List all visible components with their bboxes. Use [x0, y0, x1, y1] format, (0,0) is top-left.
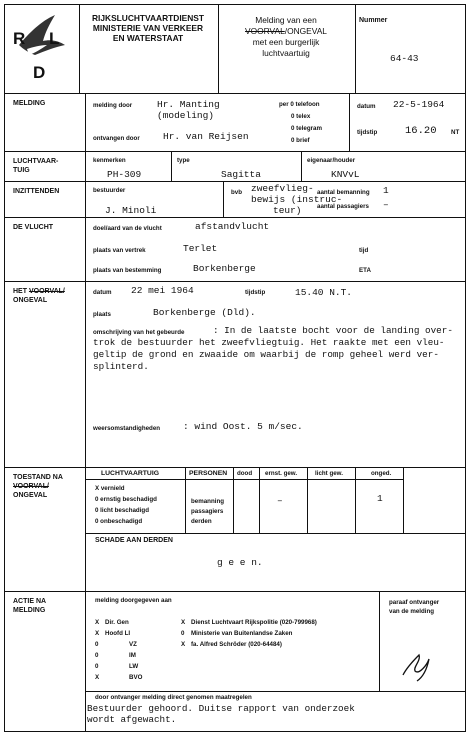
- ongeval-plaats-value: Borkenberge (Dld).: [153, 307, 256, 318]
- recipient-vz: VZ: [129, 641, 137, 648]
- mark-buitenlandse-zaken: 0: [181, 630, 185, 637]
- paraaf-signature: [397, 645, 437, 685]
- passagiers-label: aantal passagiers: [317, 203, 369, 210]
- melding-tijdstip-label: tijdstip: [357, 129, 378, 136]
- omschrijving-line-2: trok de bestuurder het zweefvliegtuig. Het raakte met een vleu-: [93, 337, 445, 348]
- eigenaar-label: eigenaar/houder: [307, 157, 356, 164]
- bvb-value-2: bewijs (instruc-: [251, 194, 343, 205]
- omschrijving-line-1: : In de laatste bocht voor de landing over-: [213, 325, 453, 336]
- bvb-label: bvb: [231, 189, 243, 196]
- col-luchtvaartuig: LUCHTVAARTUIG: [101, 470, 160, 477]
- section-het-ongeval-1: [13, 287, 65, 296]
- section-actie-1: ACTIE NA: [13, 598, 47, 605]
- per-option-brief: 0 brief: [291, 137, 310, 144]
- eigenaar-value: KNVvL: [331, 169, 360, 180]
- doorgegeven-label: melding doorgegeven aan: [95, 597, 172, 604]
- title-line-4: luchtvaartuig: [262, 48, 310, 58]
- ontvangen-label: ontvangen door: [93, 135, 140, 142]
- kenmerken-label: kenmerken: [93, 157, 126, 164]
- weer-value: : wind Oost. 5 m/sec.: [183, 421, 303, 432]
- passagiers-value: –: [383, 199, 389, 210]
- melding-datum-value: 22-5-1964: [393, 99, 445, 110]
- ontvangen-value: Hr. van Reijsen: [163, 131, 249, 142]
- recipient-bvo: BVO: [129, 674, 143, 681]
- type-value: Sagitta: [221, 169, 261, 180]
- person-derden: derden: [191, 518, 212, 525]
- ernst-dash: –: [277, 495, 283, 506]
- maatregelen-line-1: Bestuurder gehoord. Duitse rapport van onderzoek: [87, 703, 355, 714]
- mark-schroder: X: [181, 641, 186, 648]
- bestemming-value: Borkenberge: [193, 263, 256, 274]
- section-melding: MELDING: [13, 100, 46, 107]
- ongeval-plaats-label: plaats: [93, 311, 111, 318]
- damage-onbeschadigd: 0 onbeschadigd: [95, 518, 143, 525]
- maatregelen-line-2: wordt afgewacht.: [87, 714, 177, 725]
- schade-label: SCHADE AAN DERDEN: [95, 537, 173, 544]
- mark-dir-gen: X: [95, 619, 100, 626]
- logo-letter-r: R: [13, 29, 26, 48]
- section-luchtvaartuig-2: TUIG: [13, 167, 30, 174]
- org-line-2: MINISTERIE VAN VERKEER: [92, 23, 204, 33]
- nummer-label: Nummer: [359, 17, 388, 24]
- per-option-telegram: 0 telegram: [291, 125, 322, 132]
- omschrijving-label: omschrijving van het gebeurde: [93, 329, 185, 336]
- section-actie-2: MELDING: [13, 607, 46, 614]
- section-voorval: VOORVAL/: [28, 288, 65, 295]
- recipient-lw: LW: [129, 663, 139, 670]
- ongeval-datum-value: 22 mei 1964: [131, 285, 194, 296]
- col-dood: dood: [237, 470, 253, 477]
- paraaf-label-1: paraaf ontvanger: [389, 599, 440, 606]
- bestuurder-value: J. Minoli: [105, 205, 157, 216]
- section-inzittenden: INZITTENDEN: [13, 188, 60, 195]
- title-line-3: met een burgerlijk: [252, 37, 320, 47]
- vertrek-label: plaats van vertrek: [93, 247, 146, 254]
- doel-value: afstandvlucht: [195, 221, 270, 232]
- omschrijving-line-4: splinterd.: [93, 361, 149, 372]
- per-option-telex: 0 telex: [291, 113, 311, 120]
- col-licht: licht gew.: [315, 470, 343, 477]
- bestuurder-label: bestuurder: [93, 187, 126, 194]
- nummer-value: 64-43: [390, 53, 419, 64]
- mark-vz: 0: [95, 641, 99, 648]
- mark-rijkspolitie: X: [181, 619, 186, 626]
- recipient-dir-gen: Dir. Gen: [105, 619, 129, 626]
- person-bemanning: bemanning: [191, 498, 225, 505]
- damage-vernield: X vernield: [95, 485, 125, 492]
- kenmerken-value: PH-309: [107, 169, 142, 180]
- bemanning-value: 1: [383, 185, 389, 196]
- recipient-buitenlandse-zaken: Ministerie van Buitenlandse Zaken: [191, 630, 293, 637]
- report-form: [4, 4, 466, 732]
- bemanning-label: aantal bemanning: [317, 189, 370, 196]
- damage-ernstig: 0 ernstig beschadigd: [95, 496, 157, 503]
- recipient-im: IM: [129, 652, 136, 659]
- mark-lw: 0: [95, 663, 99, 670]
- schade-value: g e e n.: [217, 557, 263, 568]
- bvb-value-1: zweefvlieg-: [251, 183, 314, 194]
- person-passagiers: passagiers: [191, 508, 224, 515]
- damage-licht: 0 licht beschadigd: [95, 507, 149, 514]
- section-toestand-2: VOORVAL/: [13, 483, 49, 490]
- per-option-telefoon: per 0 telefoon: [279, 101, 320, 108]
- logo-letter-d: D: [33, 63, 46, 82]
- eta-label: ETA: [359, 267, 371, 274]
- ongeval-datum-label: datum: [93, 289, 112, 296]
- melding-door-value-2: (modeling): [157, 110, 215, 121]
- melding-datum-label: datum: [357, 103, 376, 110]
- onged-value: 1: [377, 493, 383, 504]
- title-line-1: Melding van een: [255, 15, 317, 25]
- omschrijving-line-3: geltip de grond en zwaaide om waarbij de romp geheel werd ver-: [93, 349, 439, 360]
- vertrek-value: Terlet: [183, 243, 218, 254]
- doel-label: doel/aard van de vlucht: [93, 225, 162, 232]
- section-het-ongeval-2: ONGEVAL: [13, 297, 48, 304]
- melding-tijdstip-unit: NT: [451, 129, 460, 136]
- weer-label: weersomstandigheden: [93, 425, 161, 432]
- org-line-1: RIJKSLUCHTVAARTDIENST: [92, 13, 204, 23]
- type-label: type: [177, 157, 190, 164]
- paraaf-label-2: van de melding: [389, 608, 435, 615]
- melding-door-value: Hr. Manting: [157, 99, 220, 110]
- mark-im: 0: [95, 652, 99, 659]
- section-toestand-3: ONGEVAL: [13, 492, 48, 499]
- bvb-value-3: teur): [273, 205, 302, 216]
- melding-door-label: melding door: [93, 102, 133, 109]
- bestemming-label: plaats van bestemming: [93, 267, 162, 274]
- ongeval-tijdstip-label: tijdstip: [245, 289, 266, 296]
- title-ongeval: /ONGEVAL: [284, 26, 327, 36]
- section-toestand-1: TOESTAND NA: [13, 474, 63, 481]
- col-onged: onged.: [371, 470, 392, 477]
- org-line-3: EN WATERSTAAT: [112, 33, 184, 43]
- recipient-hoofd-li: Hoofd LI: [105, 630, 131, 637]
- maatregelen-label: door ontvanger melding direct genomen maatregelen: [95, 694, 252, 701]
- recipient-rijkspolitie: Dienst Luchtvaart Rijkspolitie (020-799968): [191, 619, 317, 626]
- logo-letter-l: L: [49, 29, 60, 48]
- mark-hoofd-li: X: [95, 630, 100, 637]
- recipient-schroder: fa. Alfred Schröder (020-64484): [191, 641, 282, 648]
- col-ernst: ernst. gew.: [265, 470, 298, 477]
- melding-tijdstip-value: 16.20: [405, 125, 437, 137]
- title-voorval: VOORVAL: [245, 26, 285, 36]
- mark-bvo: X: [95, 674, 100, 681]
- section-vlucht: DE VLUCHT: [13, 224, 54, 231]
- title-line-2: [221, 26, 351, 36]
- section-luchtvaartuig-1: LUCHTVAAR-: [13, 158, 59, 165]
- ongeval-tijdstip-value: 15.40 N.T.: [295, 287, 353, 298]
- col-personen: PERSONEN: [189, 470, 228, 477]
- tijd-label: tijd: [359, 247, 369, 254]
- section-het: HET: [13, 288, 27, 295]
